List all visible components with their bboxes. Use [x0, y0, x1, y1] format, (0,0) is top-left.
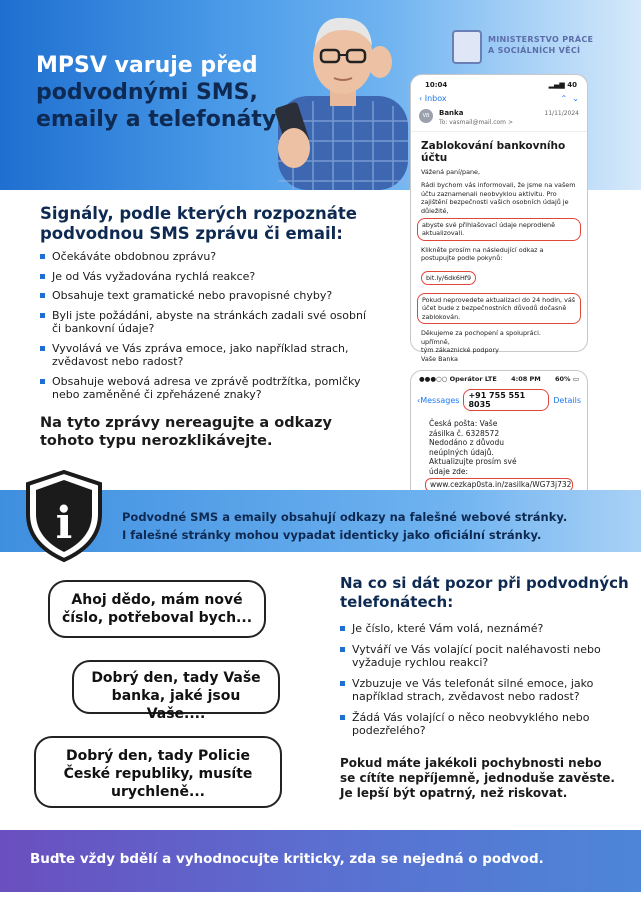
signals-warning: Na tyto zprávy nereagujte a odkazy tohoto typu nerozklikávejte.: [40, 415, 332, 449]
phone-email-mockup: [410, 74, 588, 363]
shield-info-icon: [22, 468, 106, 564]
sms-network: LTE: [484, 375, 497, 383]
signal-icon: ▂▄▆: [548, 81, 568, 89]
sms-status-bar: [411, 371, 587, 387]
logo-line2: A SOCIÁLNÍCH VĚCÍ: [488, 46, 581, 55]
list-item: Je od Vás vyžadována rychlá reakce?: [40, 270, 375, 284]
hero-title-line2: podvodnými SMS,: [36, 80, 258, 105]
email-closing3: tým zákaznické podpory: [421, 346, 499, 355]
info-band-text: [122, 508, 622, 544]
email-suspicious-link[interactable]: bit.ly/6dk6Hf9: [421, 271, 476, 285]
sender-avatar: VB: [419, 109, 433, 123]
sms-suspicious-link[interactable]: www.cezkap0sta.in/zasilka/WG73j732: [425, 478, 573, 492]
phone-status-bar: [411, 75, 587, 92]
email-closing1: Děkujeme za pochopení a spolupráci.: [421, 329, 541, 338]
details-button[interactable]: Details: [553, 395, 581, 405]
chevron-left-icon: ‹: [419, 94, 425, 103]
messages-back-label: Messages: [420, 395, 460, 405]
mpsv-logo: [452, 30, 612, 74]
email-greeting: Vážená paní/pane,: [421, 168, 481, 176]
email-sender-row: [411, 105, 587, 132]
calls-list: [340, 622, 612, 745]
list-item: Byli jste požádáni, abyste na stránkách zadali své osobní či bankovní údaje?: [40, 309, 375, 336]
band-line2: I falešné stránky mohou vypadat identicky jako oficiální stránky.: [122, 528, 542, 542]
list-item: Vytváří ve Vás volající pocit naléhavosti nebo vyžaduje rychlou reakci?: [340, 643, 612, 670]
email-nav-bar: [411, 92, 587, 105]
email-para1: Rádi bychom vás informovali, že jsme na vašem účtu zaznamenali neobvyklou aktivitu. Pro zajištění bezpečnosti vašich osobních údajů je důležité,: [421, 181, 576, 215]
list-item: Vzbuzuje ve Vás telefonát silné emoce, jako například strach, zvědavost nebo radost?: [340, 677, 612, 704]
phone-signal-text: 40: [567, 81, 577, 89]
mpsv-emblem-icon: [452, 30, 482, 64]
shield-letter: i: [55, 498, 73, 549]
calls-warning2: Je lepší být opatrný, než riskovat.: [340, 786, 568, 800]
list-item: Očekáváte obdobnou zprávu?: [40, 250, 375, 264]
list-item: Obsahuje text gramatické nebo pravopisné chyby?: [40, 289, 375, 303]
chevron-down-icon[interactable]: ⌄: [572, 94, 579, 103]
phone-time: 10:04: [425, 81, 448, 89]
message-arrows: [561, 94, 580, 103]
email-closing4: Vaše Banka: [421, 354, 458, 363]
inbox-back-button[interactable]: [419, 94, 447, 103]
speech-bubble-grandson: Ahoj dědo, mám nové číslo, potřeboval bych...: [48, 580, 266, 638]
sms-line4: neúplných údajů.: [429, 447, 494, 457]
sms-line1: Česká pošta: Vaše: [429, 419, 498, 428]
list-item: Obsahuje webová adresa ve zprávě podtržítka, pomlčky nebo zaměněné či zpřeházené znaky?: [40, 375, 375, 402]
list-item: Je číslo, které Vám volá, neznámé?: [340, 622, 612, 636]
calls-warning1: Pokud máte jakékoli pochybnosti nebo se cítíte nepříjemně, jednoduše zavěste.: [340, 756, 615, 785]
list-item: Žádá Vás volající o něco neobvyklého nebo podezřelého?: [340, 711, 612, 738]
sms-line2: zásilka č. 6328572: [429, 428, 500, 438]
senior-man-with-phone-illustration: [268, 6, 418, 190]
sms-carrier: Operátor: [449, 375, 483, 383]
email-highlight-deadline: Pokud neprovedete aktualizaci do 24 hodin, váš účet bude z bezpečnostních důvodů dočasně zablokován.: [417, 293, 581, 324]
email-closing2: upřímně,: [421, 337, 450, 346]
speech-bubble-police: Dobrý den, tady Policie České republiky, musíte urychleně...: [34, 736, 282, 808]
calls-warning: [340, 756, 620, 801]
phone-sms-mockup: [410, 370, 588, 500]
sender-name: Banka: [439, 109, 464, 117]
band-line1: Podvodné SMS a emaily obsahují odkazy na falešné webové stránky.: [122, 510, 568, 524]
list-item: Vyvolává ve Vás zpráva emoce, jako například strach, zvědavost nebo radost?: [40, 342, 375, 369]
phone-signal: [549, 81, 577, 90]
hero-title-line1: MPSV varuje před: [36, 53, 258, 78]
chevron-up-icon[interactable]: ⌃: [560, 94, 568, 103]
sms-time: 4:08 PM: [511, 375, 541, 383]
email-date: 11/11/2024: [544, 110, 579, 117]
chevron-left-icon: ‹: [417, 395, 421, 405]
sms-line5: Aktualizujte prosím své: [429, 457, 517, 466]
hero-title-line3: emaily a telefonáty: [36, 107, 277, 132]
email-highlight-credentials: abyste své přihlašovací údaje neprodleně aktualizovali.: [417, 218, 581, 241]
email-body: [411, 168, 587, 363]
logo-line1: MINISTERSTVO PRÁCE: [488, 35, 594, 44]
sms-header: [411, 387, 587, 413]
sms-line3: Nedodáno z důvodu: [429, 438, 505, 447]
signals-heading: Signály, podle kterých rozpoznáte podvodnou SMS zprávu či email:: [40, 204, 357, 243]
calls-heading: Na co si dát pozor při podvodných telefonátech:: [340, 574, 629, 611]
speech-bubble-bank: Dobrý den, tady Vaše banka, jaké jsou Vaše....: [72, 660, 280, 714]
hero-title: [36, 52, 296, 133]
recipient: To: vasmail@mail.com >: [439, 119, 513, 126]
signal-dots-icon: ●●●○○: [419, 375, 450, 383]
sender-number: +91 755 551 8035: [463, 389, 549, 411]
messages-back-button[interactable]: [417, 396, 459, 405]
sms-line6: údaje zde:: [429, 466, 469, 476]
sms-battery: 60%: [555, 375, 571, 383]
sms-body: [411, 413, 587, 500]
signals-list: [40, 250, 375, 408]
battery-icon: ▭: [572, 375, 579, 383]
email-para2: Klikněte prosím na následující odkaz a postupujte podle pokynů:: [421, 245, 544, 263]
footer-text: Buďte vždy bdělí a vyhodnocujte kriticky, zda se nejedná o podvod.: [30, 851, 544, 867]
inbox-back-label: Inbox: [424, 94, 447, 103]
email-subject: Zablokování bankovního účtu: [421, 140, 566, 164]
